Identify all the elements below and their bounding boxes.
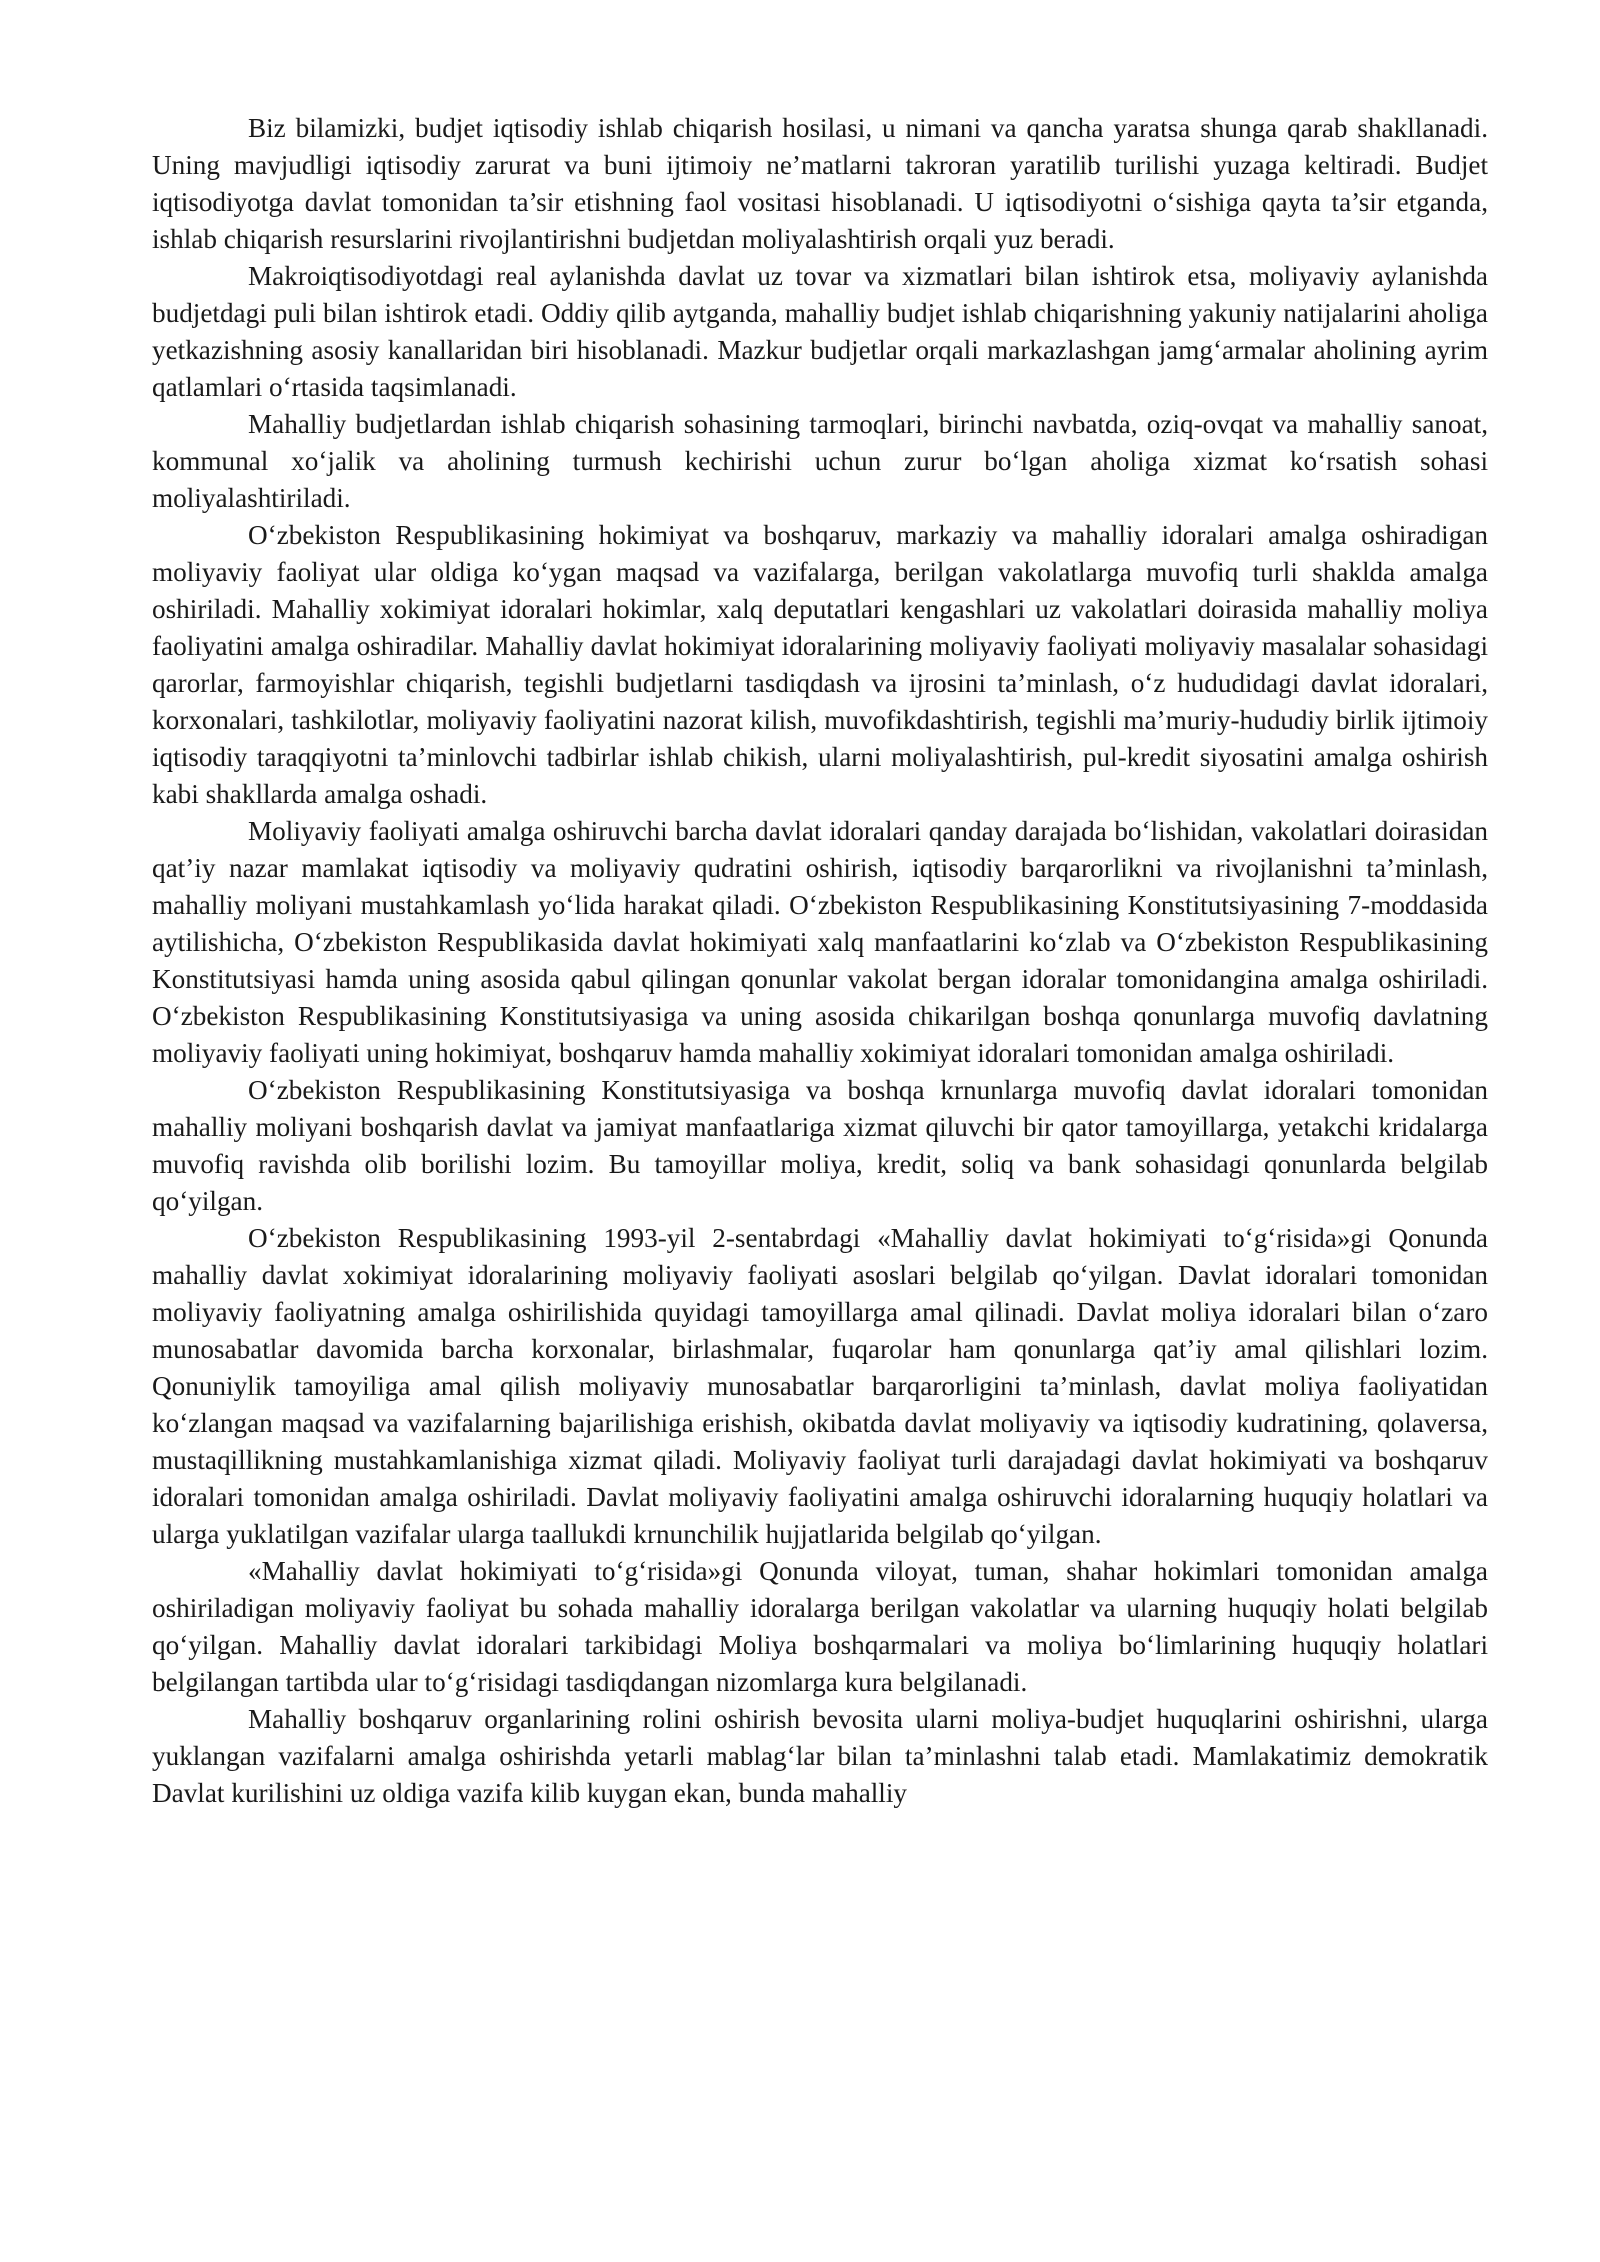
paragraph-macroeconomic-circulation: Makroiqtisodiyotdagi real aylanishda davlat uz tovar va xizmatlari bilan ishtirok etsa, moliyaviy aylanishda budjetdagi puli bilan ishtirok etadi. Oddiy qilib aytganda, mahalliy budjet ishlab chiqarishning yakuniy natijalarini aholiga yetkazishning asosiy kanallaridan biri hisoblanadi. Mazkur budjetlar orqali markazlashgan jamg‘armalar aholining ayrim qatlamlari o‘rtasida taqsimlanadi. [152,261,1488,402]
paragraph-constitution-article: Moliyaviy faoliyati amalga oshiruvchi barcha davlat idoralari qanday darajada bo‘lishidan, vakolatlari doirasidan qat’iy nazar mamlakat iqtisodiy va moliyaviy qudratini oshirish, iqtisodiy barqarorlikni va rivojlanishni ta’minlash, mahalliy moliyani mustahkamlash yo‘lida harakat qiladi. O‘zbekiston Respublikasining Konstitutsiyasining 7-moddasida aytilishicha, O‘zbekiston Respublikasida davlat hokimiyati xalq manfaatlarini ko‘zlab va O‘zbekiston Respublikasining Konstitutsiyasi hamda uning asosida qabul qilingan qonunlar vakolat bergan idoralar tomonidangina amalga oshiriladi. O‘zbekiston Respublikasining Konstitutsiyasiga va uning asosida chikarilgan boshqa qonunlarga muvofiq davlatning moliyaviy faoliyati uning hokimiyat, boshqaruv hamda mahalliy xokimiyat idoralari tomonidan amalga oshiriladi. [152,816,1488,1068]
paragraph-local-budget-financing: Mahalliy budjetlardan ishlab chiqarish sohasining tarmoqlari, birinchi navbatda, oziq-ovqat va mahalliy sanoat, kommunal xo‘jalik va aholining turmush kechirishi uchun zurur bo‘lgan aholiga xizmat ko‘rsatish sohasi moliyalashtiriladi. [152,409,1488,513]
document-page [152,110,1488,1812]
paragraph-local-governance-role: Mahalliy boshqaruv organlarining rolini oshirish bevosita ularni moliya-budjet huquqlarini oshirishni, ularga yuklangan vazifalarni amalga oshirishda yetarli mablag‘lar bilan ta’minlashni talab etadi. Mamlakatimiz demokratik Davlat kurilishini uz oldiga vazifa kilib kuygan ekan, bunda mahalliy [152,1704,1488,1808]
paragraph-financial-activity-forms: O‘zbekiston Respublikasining hokimiyat va boshqaruv, markaziy va mahalliy idoralari amalga oshiradigan moliyaviy faoliyat ular oldiga ko‘ygan maqsad va vazifalarga, berilgan vakolatlarga muvofiq turli shaklda amalga oshiriladi. Mahalliy xokimiyat idoralari hokimlar, xalq deputatlari kengashlari uz vakolatlari doirasida mahalliy moliya faoliyatini amalga oshiradilar. Mahalliy davlat hokimiyat idoralarining moliyaviy faoliyati moliyaviy masalalar sohasidagi qarorlar, farmoyishlar chiqarish, tegishli budjetlarni tasdiqdash va ijrosini ta’minlash, o‘z hududidagi davlat idoralari, korxonalari, tashkilotlar, moliyaviy faoliyatini nazorat kilish, muvofikdashtirish, tegishli ma’muriy-hududiy birlik ijtimoiy iqtisodiy taraqqiyotni ta’minlovchi tadbirlar ishlab chikish, ularni moliyalashtirish, pul-kredit siyosatini amalga oshirish kabi shakllarda amalga oshadi. [152,520,1488,809]
paragraph-budget-origin: Biz bilamizki, budjet iqtisodiy ishlab chiqarish hosilasi, u nimani va qancha yaratsa shunga qarab shakllanadi. Uning mavjudligi iqtisodiy zarurat va buni ijtimoiy ne’matlarni takroran yaratilib turilishi yuzaga keltiradi. Budjet iqtisodiyotga davlat tomonidan ta’sir etishning faol vositasi hisoblanadi. U iqtisodiyotni o‘sishiga qayta ta’sir etganda, ishlab chiqarish resurslarini rivojlantirishni budjetdan moliyalashtirish orqali yuz beradi. [152,113,1488,254]
paragraph-management-principles: O‘zbekiston Respublikasining Konstitutsiyasiga va boshqa krnunlarga muvofiq davlat idoralari tomonidan mahalliy moliyani boshqarish davlat va jamiyat manfaatlariga xizmat qiluvchi bir qator tamoyillarga, yetakchi kridalarga muvofiq ravishda olib borilishi lozim. Bu tamoyillar moliya, kredit, soliq va bank sohasidagi qonunlarda belgilab qo‘yilgan. [152,1075,1488,1216]
paragraph-hokim-powers: «Mahalliy davlat hokimiyati to‘g‘risida»gi Qonunda viloyat, tuman, shahar hokimlari tomonidan amalga oshiriladigan moliyaviy faoliyat bu sohada mahalliy idoralarga berilgan vakolatlar va ularning huquqiy holati belgilab qo‘yilgan. Mahalliy davlat idoralari tarkibidagi Moliya boshqarmalari va moliya bo‘limlarining huquqiy holatlari belgilangan tartibda ular to‘g‘risidagi tasdiqdangan nizomlarga kura belgilanadi. [152,1556,1488,1697]
paragraph-local-government-law: O‘zbekiston Respublikasining 1993-yil 2-sentabrdagi «Mahalliy davlat hokimiyati to‘g‘risida»gi Qonunda mahalliy davlat xokimiyat idoralarining moliyaviy faoliyati asoslari belgilab qo‘yilgan. Davlat idoralari tomonidan moliyaviy faoliyatning amalga oshirilishida quyidagi tamoyillarga amal qilinadi. Davlat moliya idoralari bilan o‘zaro munosabatlar davomida barcha korxonalar, birlashmalar, fuqarolar ham qonunlarga qat’iy amal qilishlari lozim. Qonuniylik tamoyiliga amal qilish moliyaviy munosabatlar barqarorligini ta’minlash, davlat moliya faoliyatidan ko‘zlangan maqsad va vazifalarning bajarilishiga erishish, okibatda davlat moliyaviy va iqtisodiy kudratining, qolaversa, mustaqillikning mustahkamlanishiga xizmat qiladi. Moliyaviy faoliyat turli darajadagi davlat hokimiyati va boshqaruv idoralari tomonidan amalga oshiriladi. Davlat moliyaviy faoliyatini amalga oshiruvchi idoralarning huquqiy holatlari va ularga yuklatilgan vazifalar ularga taallukdi krnunchilik hujjatlarida belgilab qo‘yilgan. [152,1223,1488,1549]
